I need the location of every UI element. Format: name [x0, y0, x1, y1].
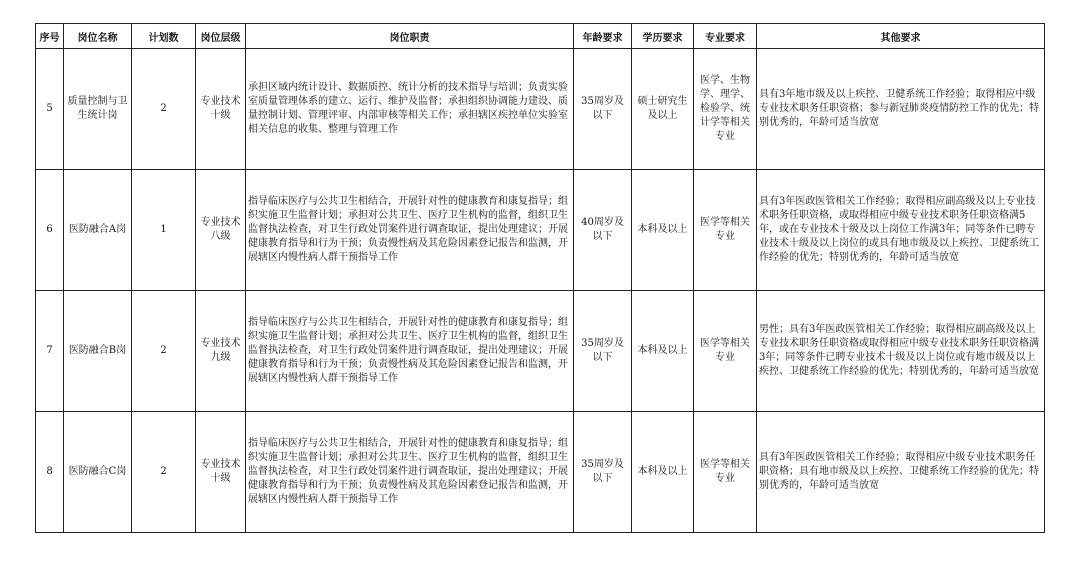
row-level: 专业技术八级: [196, 170, 246, 291]
row-education: 本科及以上: [632, 412, 694, 533]
row-other: 具有3年地市级及以上疾控、卫健系统工作经验；取得相应中级专业技术职务任职资格；参与新冠肺炎疫情防控工作的优先；特别优秀的，年龄可适当放宽: [757, 49, 1045, 170]
row-position-name: 质量控制与卫生统计岗: [64, 49, 132, 170]
header-no: 序号: [36, 24, 64, 49]
header-other: 其他要求: [757, 24, 1045, 49]
row-level: 专业技术十级: [196, 49, 246, 170]
row-plan-count: 2: [132, 412, 196, 533]
row-age: 35周岁及以下: [574, 291, 632, 412]
row-age: 40周岁及以下: [574, 170, 632, 291]
row-plan-count: 1: [132, 170, 196, 291]
row-no: 8: [36, 412, 64, 533]
row-no: 5: [36, 49, 64, 170]
row-education: 本科及以上: [632, 291, 694, 412]
row-level: 专业技术九级: [196, 291, 246, 412]
row-duty: 指导临床医疗与公共卫生相结合，开展针对性的健康教育和康复指导；组织实施卫生监督计划；承担对公共卫生、医疗卫生机构的监督，组织卫生监督执法检查，对卫生行政处罚案件进行调查取证，提出处理建议；开展健康教育指导和行为干预；负责慢性病及其危险因素登记报告和监测，开展辖区内慢性病人群干预指导工作: [246, 412, 574, 533]
header-major: 专业要求: [694, 24, 757, 49]
header-edu: 学历要求: [632, 24, 694, 49]
row-position-name: 医防融合B岗: [64, 291, 132, 412]
header-duty: 岗位职责: [246, 24, 574, 49]
header-age: 年龄要求: [574, 24, 632, 49]
header-count: 计划数: [132, 24, 196, 49]
row-other: 具有3年医政医管相关工作经验；取得相应副高级及以上专业技术职务任职资格，或取得相应中级专业技术职务任职资格满5年，或在专业技术十级及以上岗位工作满3年；同等条件已聘专业技术十级及以上岗位的或具有地市级及以上疾控、卫健系统工作经验的优先；特别优秀的，年龄可适当放宽: [757, 170, 1045, 291]
table-row: [36, 291, 1045, 412]
header-name: 岗位名称: [64, 24, 132, 49]
row-major: 医学等相关专业: [694, 291, 757, 412]
row-other: 男性；具有3年医政医管相关工作经验；取得相应副高级及以上专业技术职务任职资格或取得相应中级专业技术职务任职资格满3年；同等条件已聘专业技术十级及以上岗位或有地市级及以上疾控、卫健系统工作经验的优先；特别优秀的，年龄可适当放宽: [757, 291, 1045, 412]
row-position-name: 医防融合A岗: [64, 170, 132, 291]
row-no: 7: [36, 291, 64, 412]
header-row: [36, 24, 1045, 49]
row-no: 6: [36, 170, 64, 291]
row-major: 医学等相关专业: [694, 170, 757, 291]
row-duty: 指导临床医疗与公共卫生相结合，开展针对性的健康教育和康复指导；组织实施卫生监督计划；承担对公共卫生、医疗卫生机构的监督，组织卫生监督执法检查，对卫生行政处罚案件进行调查取证，提出处理建议；开展健康教育指导和行为干预；负责慢性病及其危险因素登记报告和监测，开展辖区内慢性病人群干预指导工作: [246, 170, 574, 291]
table-row: [36, 170, 1045, 291]
table-row: [36, 412, 1045, 533]
row-duty: 承担区域内统计设计、数据质控、统计分析的技术指导与培训；负责实验室质量管理体系的建立、运行、维护及监督；承担组织协调能力建设、质量控制计划、管理评审、内部审核等相关工作；承担辖区疾控单位实验室相关信息的收集、整理与管理工作: [246, 49, 574, 170]
row-level: 专业技术十级: [196, 412, 246, 533]
row-major: 医学、生物学、理学、检验学、统计学等相关专业: [694, 49, 757, 170]
row-education: 硕士研究生及以上: [632, 49, 694, 170]
row-plan-count: 2: [132, 291, 196, 412]
table-row: [36, 49, 1045, 170]
row-major: 医学等相关专业: [694, 412, 757, 533]
row-age: 35周岁及以下: [574, 412, 632, 533]
row-plan-count: 2: [132, 49, 196, 170]
row-other: 具有3年医政医管相关工作经验；取得相应中级专业技术职务任职资格；具有地市级及以上疾控、卫健系统工作经验的优先；特别优秀的，年龄可适当放宽: [757, 412, 1045, 533]
header-level: 岗位层级: [196, 24, 246, 49]
row-position-name: 医防融合C岗: [64, 412, 132, 533]
recruitment-table: [35, 23, 1045, 533]
row-duty: 指导临床医疗与公共卫生相结合，开展针对性的健康教育和康复指导；组织实施卫生监督计划；承担对公共卫生、医疗卫生机构的监督，组织卫生监督执法检查，对卫生行政处罚案件进行调查取证，提出处理建议；开展健康教育指导和行为干预；负责慢性病及其危险因素登记报告和监测，开展辖区内慢性病人群干预指导工作: [246, 291, 574, 412]
row-education: 本科及以上: [632, 170, 694, 291]
row-age: 35周岁及以下: [574, 49, 632, 170]
